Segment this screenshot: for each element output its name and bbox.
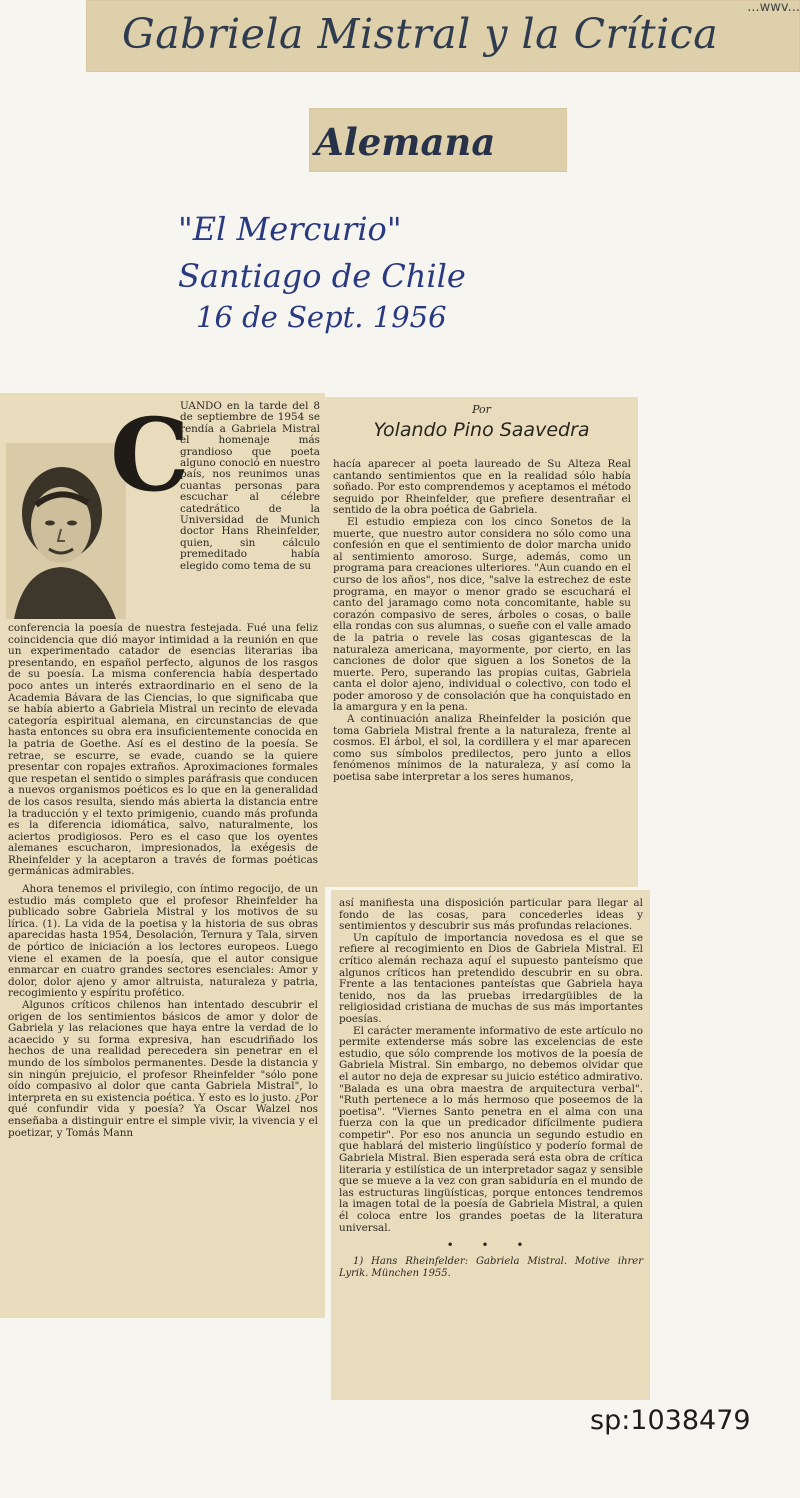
paragraph: Ahora tenemos el privilegio, con íntimo regocijo, de un estudio más completo que el profesor Rheinfelder ha publicado sobre Gabriela Mistral y los motivos de su lírica. (1). La vida de la poetisa y la historia de sus obras aparecidas hasta 1954, Desolación, Ternura y Tala, sirven de pórtico de iniciación a los lectores europeos. Luego viene el examen de la poesía, que el autor consigue enmarcar en cuatro grandes sectores esenciales: Amor y dolor, dolor ajeno y amor altruista, naturaleza y patria, recogimiento y espíritu profético. [8,883,318,1000]
paragraph: Algunos críticos chilenos han intentado descubrir el origen de los sentimientos básicos de amor y dolor de Gabriela y las relaciones que haya entre la verdad de lo acaecido y su forma expresiva, han escudriñado los hechos de una realidad perecedera sin penetrar en el mundo de los símbolos permanentes. Desde la distancia y sin ningún prejuicio, el profesor Rheinfelder "sólo pone oído compasivo al dolor que canta Gabriela Mistral", lo interpreta en su existencia poética. Y esto es lo justo. ¿Por qué confundir vida y poesía? Ya Oscar Walzel nos enseñaba a distinguir entre el simple vivir, la vivencia y el poetizar, y Tomás Mann [8,999,318,1139]
author-portrait [6,443,126,619]
catalog-number: sp:1038479 [590,1405,751,1436]
paragraph: conferencia la poesía de nuestra festejada. Fué una feliz coincidencia que dió mayor intimidad a la reunión en que un experimentado catador de esencias literarias iba presentando, en español perfecto, algunos de los rasgos de su poesía. La misma conferencia había despertado poco antes un interés extraordinario en el seno de la Academia Bávara de las Ciencias, lo que significaba que se había abierto a Gabriela Mistral un recinto de elevada categoría espiritual alemana, en circunstancias de que hasta entonces su obra era insuficientemente conocida en la patria de Goethe. Así es el destino de la poesía. Se retrae, se escurre, se evade, cuando se la quiere presentar con ropajes extraños. Aproximaciones formales que respetan el sentido o simples paráfrasis que conducen a nuevos organismos poéticos es lo que en la generalidad de los casos resulta, siendo más abierta la distancia entre la traducción y el texto primigenio, cuando más profunda es la diferencia idiomática, salvo, naturalmente, los aciertos prodigiosos. Pero es el caso que los oyentes alemanes escucharon, impresionados, la exégesis de Rheinfelder y la aceptaron a través de formas poéticas germánicas admirables. [8,622,318,878]
section-separator: • • • [446,1238,536,1253]
article-subtitle: Alemana [315,120,496,164]
handwritten-place: Santiago de Chile [178,257,466,295]
clipping-column-left [0,393,325,1318]
top-corner-note: ...wwv... [747,0,800,15]
paragraph: así manifiesta una disposición particular para llegar al fondo de las cosas, para concederles ideas y sentimientos y descubrir sus más profundas relaciones. [339,897,643,933]
article-intro: UANDO en la tarde del 8 de septiembre de 1954 se rendía a Gabriela Mistral el homenaje más grandioso que poeta alguno conoció en nuestro país, nos reunimos unas cuantas personas para escuchar al célebre catedrático de la Universidad de Munich doctor Hans Rheinfelder, quien, sin cálculo premeditado había elegido como tema de su [180,400,320,572]
handwritten-date: 16 de Sept. 1956 [196,300,447,334]
byline-author: Yolando Pino Saavedra [373,419,590,441]
paragraph: Un capítulo de importancia novedosa es el que se refiere al recogimiento en Dios de Gabriela Mistral. El crítico alemán rechaza aquí el supuesto panteísmo que algunos críticos han pretendido descubrir en su obra. Frente a las tentaciones panteístas que Gabriela haya tenido, nos da las pruebas irredargüibles de la religiosidad cristiana de muchas de sus más importantes poesías. [339,931,643,1025]
subtitle-clipping [309,108,567,172]
handwritten-source: "El Mercurio" [178,210,402,248]
paragraph: El carácter meramente informativo de este artículo no permite extenderse más sobre las excelencias de este estudio, que sólo comprende los motivos de la poesía de Gabriela Mistral. Sin embargo, no debemos olvidar que el autor no deja de expresar su juicio estético admirativo. "Balada es una obra maestra de arquitectura verbal". "Ruth pertenece a lo más hermoso que poseemos de la poetisa". "Viernes Santo penetra en el alma con una fuerza con la que un predicador difícilmente pudiera competir". Por eso nos anuncia un segundo estudio en que hablará del misterio lingüístico y poderío formal de Gabriela Mistral. Bien esperada será esta obra de crítica literaria y estilística de un interpretador sagaz y sensible que se mueve a la vez con gran sabiduría en el mundo de las estructuras lingüísticas, porque entonces tendremos la imagen total de la poesía de Gabriela Mistral, a quien él coloca entre los grandes poetas de la literatura universal. [339,1024,643,1234]
drop-cap: C [110,396,190,514]
footnote: 1) Hans Rheinfelder: Gabriela Mistral. Motive ihrer Lyrik. München 1955. [339,1256,643,1279]
clipping-column-middle [325,397,638,887]
paragraph: hacía aparecer al poeta laureado de Su Alteza Real cantando sentimientos que en la realidad sólo había soñado. Por esto comprendemos y aceptamos el método seguido por Rheinfelder, que prefiere desentrañar el sentido de la obra poética de Gabriela. [333,458,631,517]
paragraph: El estudio empieza con los cinco Sonetos de la muerte, que nuestro autor considera no sólo como una confesión en que el sentimiento de dolor marcha unido al sentimiento amoroso. Surge, además, como un programa para creaciones ulteriores. "Aun cuando en el curso de los años", nos dice, "salve la estrechez de este programa, en mayor o menor grado se escuchará el canto del jaramago como nota concomitante, hable su corazón compasivo de seres, árboles o cosas, o baile ella rondas con sus alumnas, o sueñe con el valle amado de la patria o revele las cosas gigantescas de la naturaleza americana, mayormente, por cierto, en las canciones de dolor que siguen a los Sonetos de la muerte. Pero, superando las propias cuitas, Gabriela canta el dolor ajeno, individual o colectivo, con todo el poder amoroso y de consolación que ha conquistado en la amargura y en la pena. [333,515,631,714]
article-title: Gabriela Mistral y la Crítica [122,10,719,58]
clipping-column-right [331,890,650,1400]
byline-prefix: Por [472,403,491,416]
title-clipping [86,0,800,72]
paragraph: A continuación analiza Rheinfelder la posición que toma Gabriela Mistral frente a la naturaleza, frente al cosmos. El árbol, el sol, la cordillera y el mar aparecen como sus símbolos predilectos, pero junto a ellos fenómenos mínimos de la naturaleza, y así como la poetisa sabe interpretar a los seres humanos, [333,713,631,784]
